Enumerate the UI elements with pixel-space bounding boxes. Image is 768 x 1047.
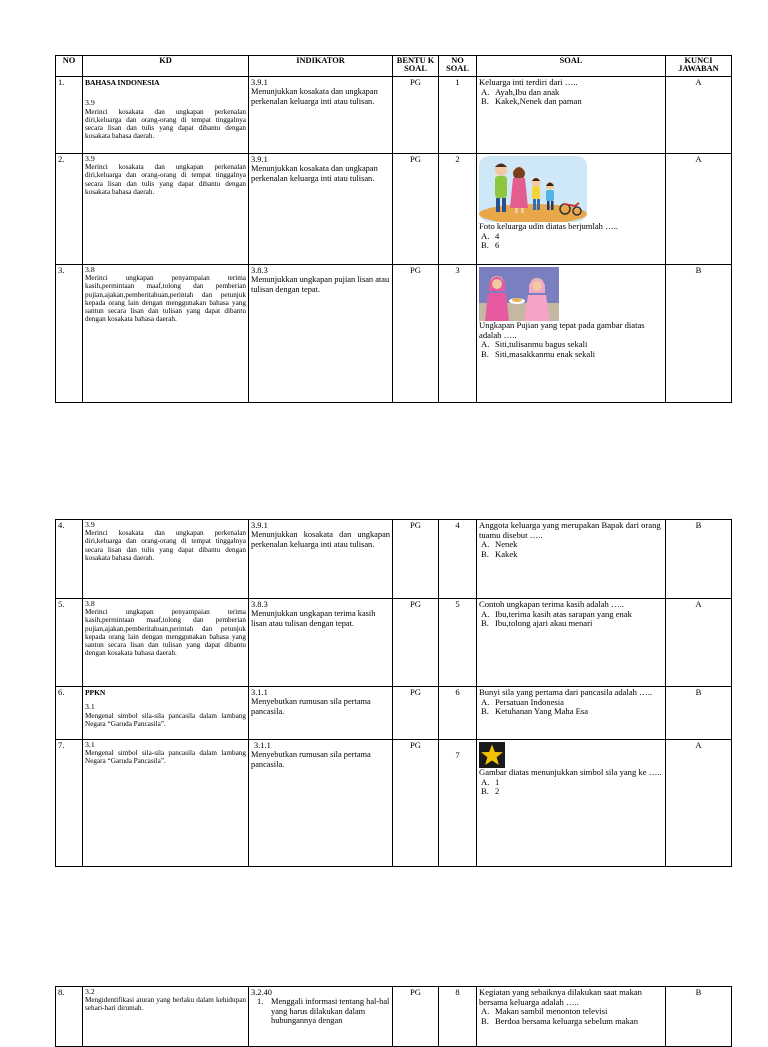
assessment-table-3 [55,986,732,1047]
row-no: 2. [56,154,83,265]
option-b: B. Ibu,tolong ajari akau menari [481,618,593,629]
row-no: 5. [56,599,83,687]
kd-cell [83,987,249,1047]
indikator-text: Menunjukkan kosakata dan ungkapan perkenalan keluarga inti atau tulisan. [251,530,390,549]
kd-cell [83,520,249,599]
kunci-jawaban: B [666,987,732,1047]
option-list [479,540,663,559]
table-row [56,687,732,740]
option-b: B. Berdoa bersama keluarga sebelum makan [481,1015,639,1026]
question-text: Bunyi sila yang pertama dari pancasila adalah ….. [479,687,653,697]
no-soal: 1 [439,77,477,154]
kd-cell [83,77,249,154]
indikator-cell [249,520,393,599]
option-a: A. Nenek [481,539,518,550]
kunci-jawaban: A [666,740,732,867]
no-soal: 5 [439,599,477,687]
option-b: B. Kakek [481,548,518,559]
indikator-text: Menunjukkan kosakata dan ungkapan perkenalan keluarga inti atau tulisan. [251,164,378,183]
table-row [56,77,732,154]
indikator-code: 3.2.40 [251,988,272,997]
kd-cell [83,265,249,403]
kunci-jawaban: B [666,687,732,740]
indikator-cell [249,687,393,740]
assessment-table-1 [55,55,732,403]
soal-cell [477,987,666,1047]
indikator-code: 3.1.1 [254,741,271,750]
bentuk-soal: PG [393,687,439,740]
bentuk-soal: PG [393,154,439,265]
kd-cell [83,154,249,265]
row-no: 1. [56,77,83,154]
kd-text: Merinci ungkapan penyampaian terima kasih,permintaan maaf,tolong dan pemberian pujian,ajakan,pemberitahuan,perintah dan petunjuk kepada orang lain dengan menggunakan bahasa yang santun secara lisan dan tulisan yang dapat dibantu dengan kosakata bahasa daerah. [85,608,246,657]
subject-label: BAHASA INDONESIA [85,78,160,87]
question-text: Contoh ungkapan terima kasih adalah ….. [479,599,624,609]
header-soal: SOAL [477,56,666,77]
table-row [56,987,732,1047]
family-photo-illustration [479,156,587,222]
kunci-jawaban: B [666,265,732,403]
indikator-code: 3.8.3 [251,266,268,275]
kd-cell [83,687,249,740]
kunci-jawaban: A [666,77,732,154]
indikator-code: 3.1.1 [251,688,268,697]
option-list [479,232,663,251]
kd-text: Merinci ungkapan penyampaian terima kasih,permintaan maaf,tolong dan pemberian pujian,ajakan,pemberitahuan,perintah dan petunjuk kepada orang lain dengan menggunakan bahasa yang santun secara lisan dan tulisan yang dapat dibantu dengan kosakata bahasa daerah. [85,274,246,323]
table-row [56,154,732,265]
kd-cell [83,740,249,867]
indikator-text: Menyebutkan rumusan sila pertama pancasila. [251,750,371,769]
kd-cell [83,599,249,687]
cooking-praise-illustration [479,267,559,321]
kd-text: Mengenal simbol sila-sila pancasila dalam lambang Negara “Garuda Pancasila”. [85,711,246,728]
subject-label: PPKN [85,688,106,697]
indikator-text: Menunjukkan ungkapan pujian lisan atau tulisan dengan tepat. [251,275,390,294]
kd-code: 3.2 [85,987,95,996]
question-text: Ungkapan Pujian yang tepat pada gambar diatas adalah ….. [479,320,645,340]
kd-text: Mengidentifikasi aturan yang berlaku dalam kehidupan sehari-hari dirumah. [85,996,246,1013]
table-row [56,599,732,687]
bentuk-soal: PG [393,520,439,599]
option-a: A. Persatuan Indonesia [481,696,564,707]
kd-text: Merinci kosakata dan ungkapan perkenalan diri,keluarga dan orang-orang di tempat tinggalnya secara lisan dan tulis yang dapat dibantu dengan kosakata bahasa daerah. [85,107,246,140]
indikator-code: 3.9.1 [251,155,268,164]
option-b: B. 6 [481,240,500,251]
kunci-jawaban: A [666,154,732,265]
no-soal: 3 [439,265,477,403]
option-a: A. 1 [481,776,500,787]
bentuk-soal: PG [393,987,439,1047]
bentuk-soal: PG [393,77,439,154]
kd-code: 3.9 [85,98,95,108]
kd-code: 3.8 [85,599,95,608]
option-b: B. Siti,masakkanmu enak sekali [481,348,595,359]
question-text: Foto keluarga udin diatas berjumlah ….. [479,221,618,231]
option-a: A. Makan sambil menonton televisi [481,1006,608,1017]
soal-cell [477,77,666,154]
indikator-cell [249,265,393,403]
option-b: B. Kakek,Nenek dan paman [481,96,582,107]
indikator-code: 3.8.3 [251,600,268,609]
kd-code: 3.1 [85,740,95,749]
row-no: 7. [56,740,83,867]
indikator-cell [249,77,393,154]
soal-cell [477,599,666,687]
header-kd: KD [83,56,249,77]
kd-code: 3.9 [85,154,95,163]
soal-cell [477,687,666,740]
indikator-cell [249,740,393,867]
indikator-cell [249,987,393,1047]
row-no: 8. [56,987,83,1047]
soal-cell [477,740,666,867]
row-no: 6. [56,687,83,740]
row-no: 3. [56,265,83,403]
option-a: A. Siti,tulisanmu bagus sekali [481,339,588,350]
option-list [479,88,663,107]
header-no: NO [56,56,83,77]
table-row [56,520,732,599]
option-list [479,778,663,797]
no-soal [439,740,477,867]
bentuk-soal: PG [393,740,439,867]
indikator-item: 1. Menggali informasi tentang hal-hal yang harus dilakukan dalam hubungannya dengan [257,997,390,1026]
question-text: Gambar diatas menunjukkan simbol sila yang ke ….. [479,767,662,777]
star-icon [479,742,505,768]
kunci-jawaban: B [666,520,732,599]
option-b: B. 2 [481,786,500,797]
option-b: B. Ketuhanan Yang Maha Esa [481,706,589,717]
table-row [56,265,732,403]
question-text: Keluarga inti terdiri dari ….. [479,77,578,87]
table-row [56,740,732,867]
question-text: Kegiatan yang sebaiknya dilakukan saat makan bersama keluarga adalah ….. [479,987,642,1007]
option-a: A. Ayah,Ibu dan anak [481,86,560,97]
assessment-table-2 [55,519,732,867]
option-list [479,340,663,359]
indikator-code: 3.9.1 [251,521,268,530]
indikator-list [251,997,390,1025]
bentuk-soal: PG [393,265,439,403]
soal-cell [477,520,666,599]
row-no: 4. [56,520,83,599]
no-soal: 2 [439,154,477,265]
no-soal: 6 [439,687,477,740]
question-text: Anggota keluarga yang merupakan Bapak dari orang tuamu disebut ….. [479,520,661,540]
indikator-code: 3.9.1 [251,78,268,87]
kd-text: Mengenal simbol sila-sila pancasila dalam lambang Negara “Garuda Pancasila”. [85,749,246,766]
table-header-row [56,56,732,77]
no-soal-value: 7 [455,750,460,760]
kd-code: 3.1 [85,702,95,712]
indikator-text: Menunjukkan kosakata dan ungkapan perkenalan keluarga inti atau tulisan. [251,87,378,106]
indikator-cell [249,154,393,265]
option-a: A. Ibu,terima kasih atas sarapan yang enak [481,608,632,619]
bentuk-soal: PG [393,599,439,687]
indikator-cell [249,599,393,687]
option-a: A. 4 [481,230,500,241]
indikator-text: Menunjukkan ungkapan terima kasih lisan atau tulisan dengan tepat. [251,609,376,628]
header-no-soal: NO SOAL [439,56,477,77]
soal-cell [477,265,666,403]
header-indikator: INDIKATOR [249,56,393,77]
header-kunci-jawaban: KUNCI JAWABAN [666,56,732,77]
kd-code: 3.9 [85,520,95,529]
option-list [479,698,663,717]
indikator-text: Menyebutkan rumusan sila pertama pancasila. [251,697,371,716]
option-list [479,610,663,629]
no-soal: 4 [439,520,477,599]
kd-code: 3.8 [85,265,95,274]
no-soal: 8 [439,987,477,1047]
kd-text: Merinci kosakata dan ungkapan perkenalan diri,keluarga dan orang-orang di tempat tinggalnya secara lisan dan tulis yang dapat dibantu dengan kosakata bahasa daerah. [85,529,246,562]
header-bentuk-soal: BENTU K SOAL [393,56,439,77]
kd-text: Merinci kosakata dan ungkapan perkenalan diri,keluarga dan orang-orang di tempat tinggalnya secara lisan dan tulis yang dapat dibantu dengan kosakata bahasa daerah. [85,163,246,196]
soal-cell [477,154,666,265]
kunci-jawaban: A [666,599,732,687]
